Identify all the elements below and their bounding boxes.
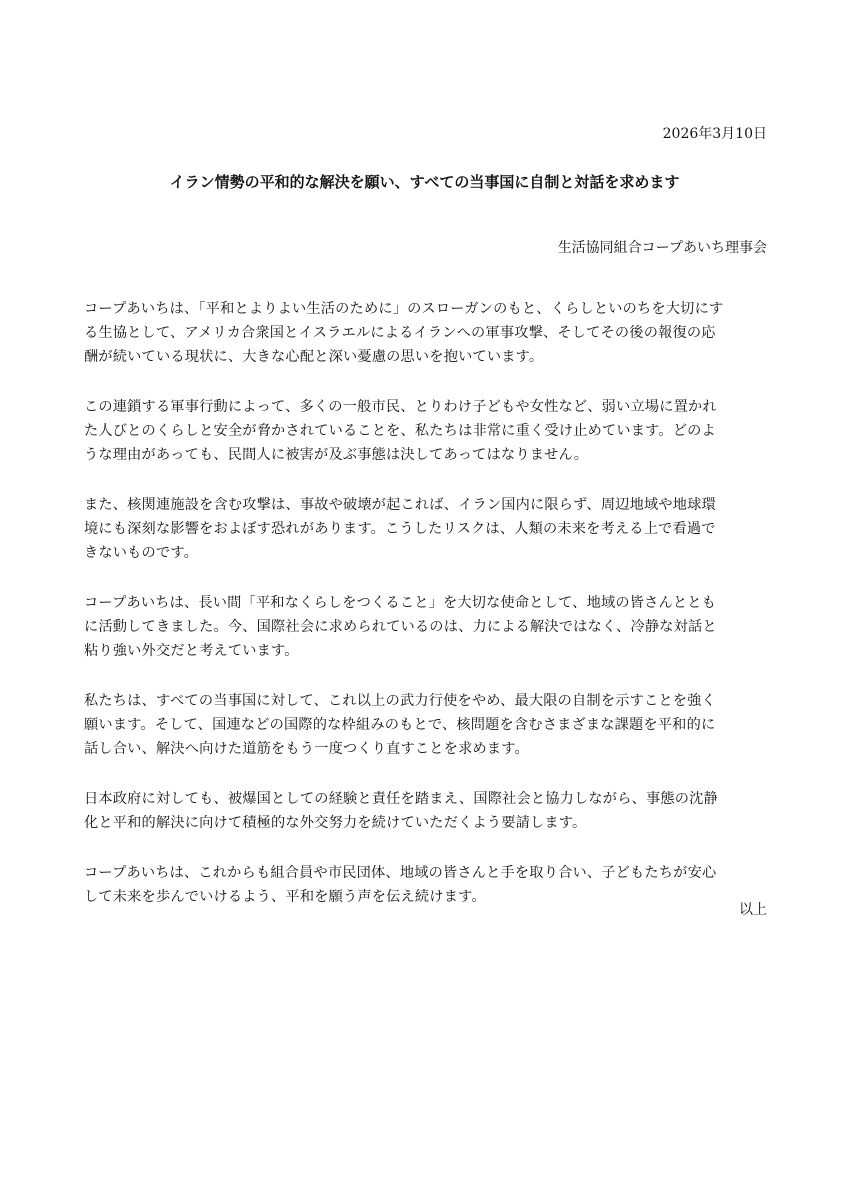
paragraph-line: 私たちは、すべての当事国に対して、これ以上の武力行使をやめ、最大限の自制を示すことを強く xyxy=(84,693,716,709)
paragraph-line: して未来を歩んでいけるよう、平和を願う声を伝え続けます。 xyxy=(84,889,486,905)
closing-mark: 以上 xyxy=(739,902,767,918)
body-paragraph xyxy=(84,591,768,663)
document-title: イラン情勢の平和的な解決を願い、すべての当事国に自制と対話を求めます xyxy=(169,173,680,191)
paragraph-line: 酬が続いている現状に、大きな心配と深い憂慮の思いを抱いています。 xyxy=(84,349,544,365)
paragraph-line: に活動してきました。今、国際社会に求められているのは、力による解決ではなく、冷静な対話と xyxy=(84,619,717,635)
paragraph-line: 境にも深刻な影響をおよぼす恐れがあります。こうしたリスクは、人類の未来を考える上で看過で xyxy=(84,521,716,537)
paragraph-line: 化と平和的解決に向けて積極的な外交努力を続けていただくよう要請します。 xyxy=(84,815,587,831)
body-paragraph xyxy=(84,689,768,761)
paragraph-line: うな理由があっても、民間人に被害が及ぶ事態は決してあってはなりません。 xyxy=(84,447,589,463)
body-paragraph xyxy=(84,861,768,909)
paragraph-line: る生協として、アメリカ合衆国とイスラエルによるイランへの軍事攻撃、そしてその後の報復の応 xyxy=(84,325,716,341)
paragraph-line: コープあいちは、これからも組合員や市民団体、地域の皆さんと手を取り合い、子どもたちが安心 xyxy=(84,865,717,881)
body-paragraph xyxy=(84,493,768,565)
paragraph-line: コープあいちは、長い間「平和なくらしをつくること」を大切な使命として、地域の皆さんととも xyxy=(84,595,717,611)
body-paragraph xyxy=(84,787,768,835)
paragraph-line: 粘り強い外交だと考えています。 xyxy=(84,643,299,659)
paragraph-line: 話し合い、解決へ向けた道筋をもう一度つくり直すことを求めます。 xyxy=(84,741,529,757)
paragraph-line: コープあいちは、「平和とよりよい生活のために」のスローガンのもと、くらしといのちを大切にす xyxy=(84,301,724,317)
paragraph-line: 願います。そして、国連などの国際的な枠組みのもとで、核問題を含むさまざまな課題を平和的に xyxy=(84,717,716,733)
document-date: 2026年3月10日 xyxy=(662,126,767,142)
paragraph-line: 日本政府に対しても、被爆国としての経験と責任を踏まえ、国際社会と協力しながら、事態の沈静 xyxy=(84,791,718,807)
paragraph-line: この連鎖する軍事行動によって、多くの一般市民、とりわけ子どもや女性など、弱い立場に置かれ xyxy=(84,399,717,415)
body-paragraph xyxy=(84,395,768,467)
paragraph-line: た人びとのくらしと安全が脅かされていることを、私たちは非常に重く受け止めています。どのよ xyxy=(84,423,716,439)
paragraph-line: きないものです。 xyxy=(84,545,198,561)
document-body xyxy=(84,297,768,935)
body-paragraph xyxy=(84,297,768,369)
paragraph-line: また、核関連施設を含む攻撃は、事故や破壊が起これば、イラン国内に限らず、周辺地域や地球環 xyxy=(84,497,716,513)
issuing-organization: 生活協同組合コープあいち理事会 xyxy=(557,240,767,256)
